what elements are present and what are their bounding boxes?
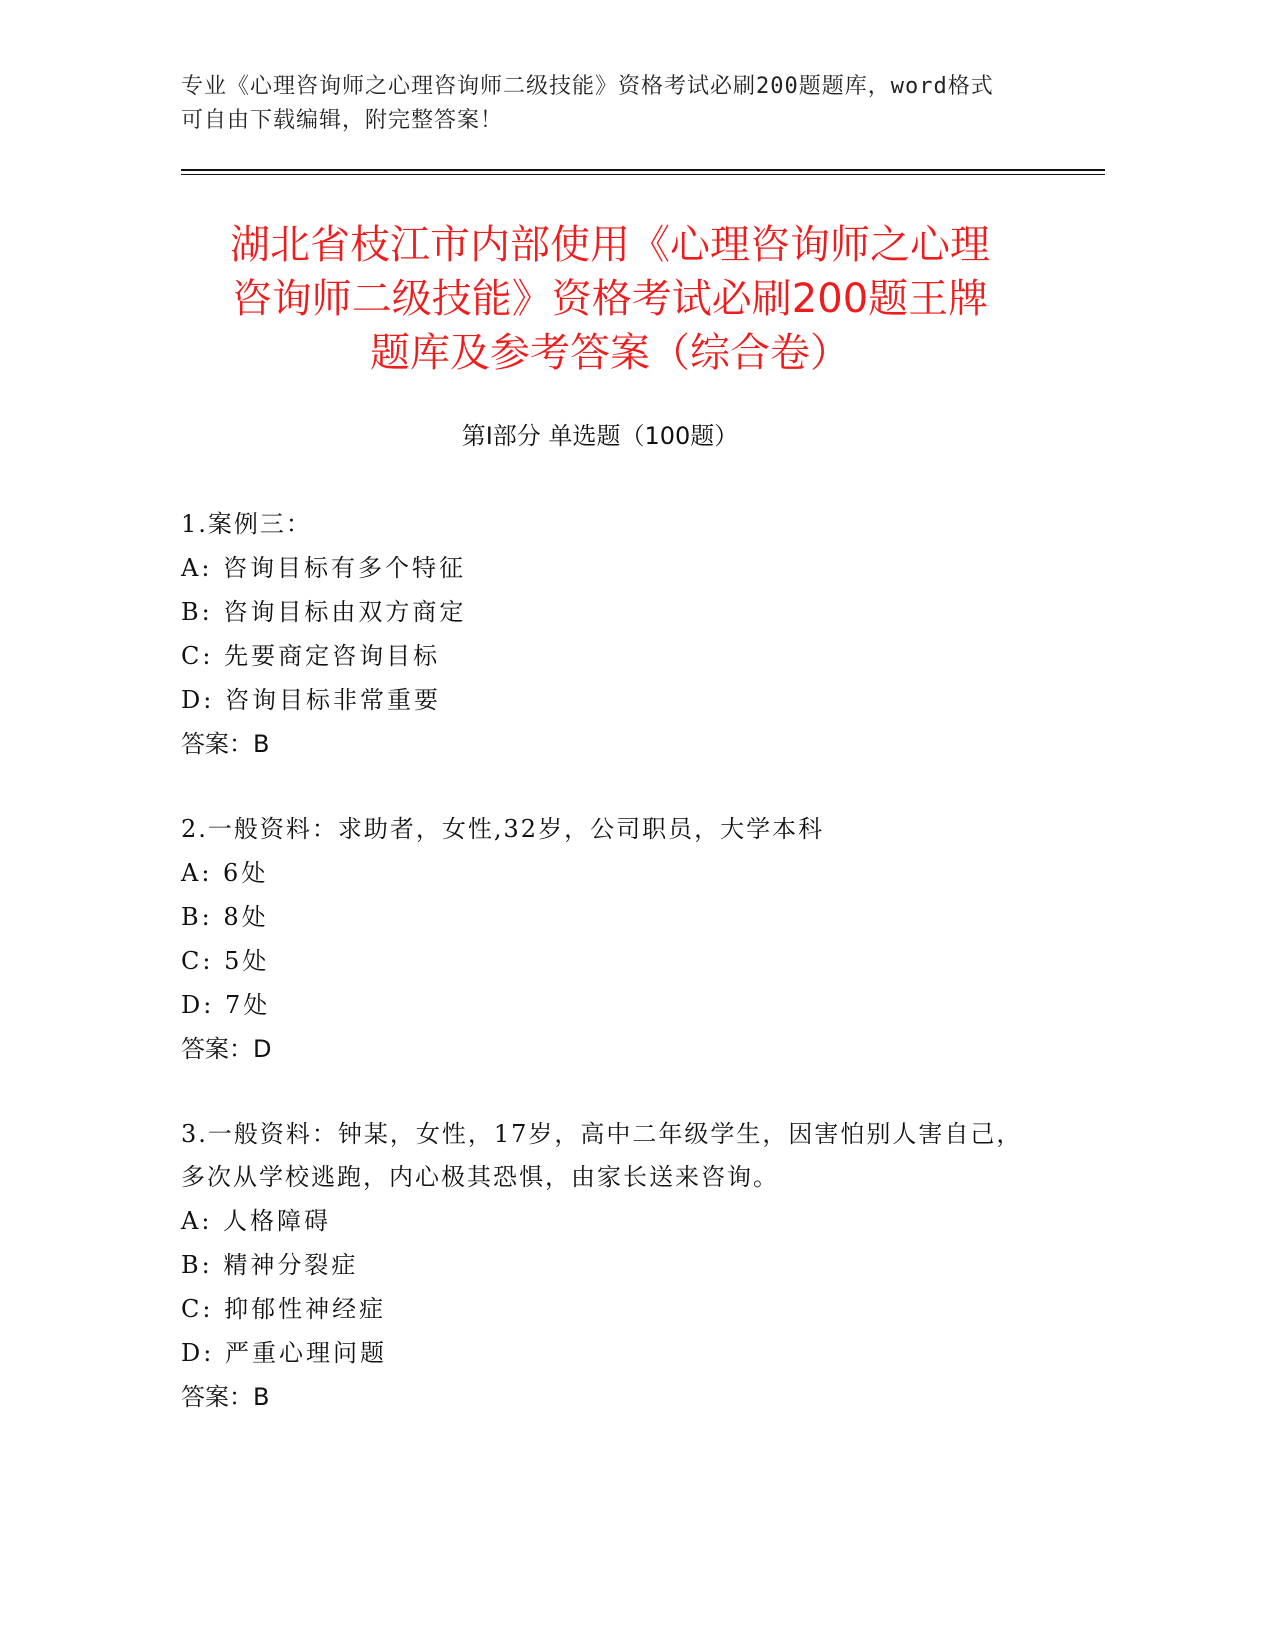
option-c: C: 抑郁性神经症 — [181, 1295, 387, 1323]
question-stem: 3.一般资料：钟某，女性，17岁，高中二年级学生，因害怕别人害自己，多次从学校逃跑，内心极其恐惧，由家长送来咨询。 — [181, 1120, 1023, 1191]
question-2 — [181, 808, 1041, 1071]
section-title: 第I部分 单选题（100题） — [461, 422, 739, 450]
answer: 答案：B — [181, 1383, 270, 1411]
option-d: D: 严重心理问题 — [181, 1339, 387, 1367]
option-a: A: 咨询目标有多个特征 — [181, 554, 467, 582]
option-b: B: 咨询目标由双方商定 — [181, 598, 467, 626]
option-c: C: 先要商定咨询目标 — [181, 642, 441, 670]
option-b: B: 8处 — [181, 903, 269, 931]
option-b: B: 精神分裂症 — [181, 1251, 359, 1279]
header-note-line2: 可自由下载编辑，附完整答案！ — [181, 108, 504, 133]
question-1 — [181, 503, 1041, 766]
document-title — [170, 218, 1050, 380]
header-note — [181, 70, 1041, 138]
option-c: C: 5处 — [181, 947, 270, 975]
header-rule-thick — [181, 169, 1105, 171]
option-a: A: 人格障碍 — [181, 1207, 332, 1235]
option-a: A: 6处 — [181, 859, 269, 887]
option-d: D: 咨询目标非常重要 — [181, 686, 441, 714]
question-stem: 1.案例三： — [181, 510, 312, 538]
header-rule-thin — [181, 174, 1105, 175]
document-title-line3: 题库及参考答案（综合卷） — [370, 330, 850, 376]
question-stem: 2.一般资料：求助者，女性,32岁，公司职员，大学本科 — [181, 815, 825, 843]
document-title-line1: 湖北省枝江市内部使用《心理咨询师之心理 — [230, 222, 990, 268]
header-note-line1: 专业《心理咨询师之心理咨询师二级技能》资格考试必刷200题题库，word格式 — [181, 74, 994, 99]
answer: 答案：B — [181, 730, 270, 758]
question-3 — [181, 1113, 1041, 1419]
answer: 答案：D — [181, 1035, 272, 1063]
document-title-line2: 咨询师二级技能》资格考试必刷200题王牌 — [231, 276, 989, 322]
option-d: D: 7处 — [181, 991, 271, 1019]
